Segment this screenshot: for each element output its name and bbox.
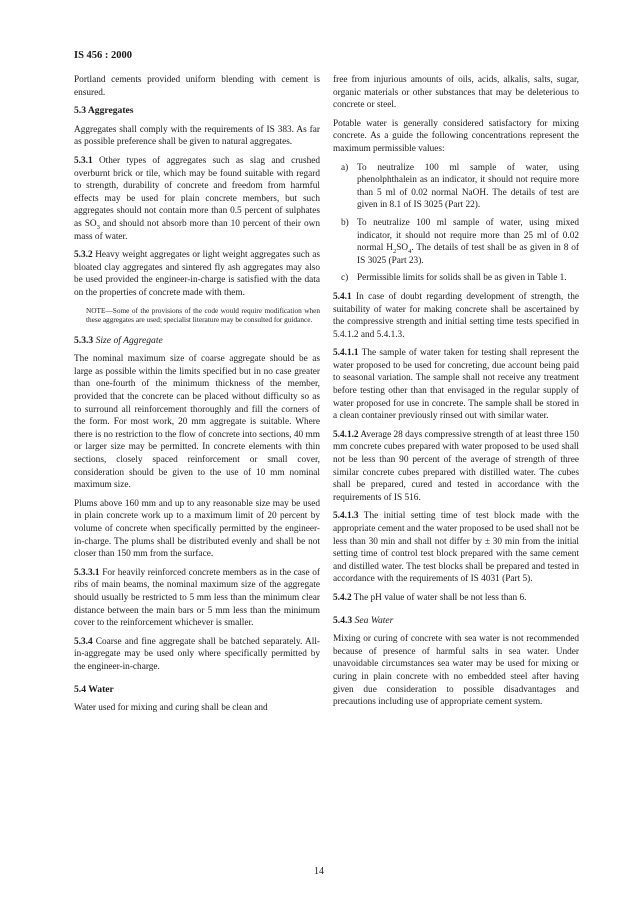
- section-title: Water: [88, 683, 114, 695]
- section-number: 5.3: [74, 105, 86, 117]
- clause-text-continued: and should not absorb more than 10 percent of their own mass of water.: [74, 218, 320, 242]
- clause-text: In case of doubt regarding development of strength, the suitability of water for making concrete shall be ascertained by the compressive strength and initial setting time tests specified in 5.4.1.2 and 5.4.1.3.: [333, 291, 579, 340]
- water-continued-paragraph: free from injurious amounts of oils, acids, alkalis, salts, sugar, organic materials or other substances that may be deleterious to concrete or steel.: [333, 75, 579, 111]
- note: [86, 306, 320, 325]
- clause-number: 5.4.2: [333, 592, 352, 603]
- clause-number: 5.3.4: [74, 636, 93, 647]
- size-paragraph-1: The nominal maximum size of coarse aggregate should be as large as possible within the limits specified but in no case greater than one-fourth of the minimum thickness of the member, provided that the concrete can be placed without difficulty so as to surround all reinforcement thoroughly and fill the corners of the form. For most work, 20 mm aggregate is suitable. Where there is no restriction to the flow of concrete into sections, 40 mm or larger size may be permitted. In concrete elements with thin sections, closely spaced reinforcement or small cover, consideration should be given to the use of 10 mm nominal maximum size.: [74, 354, 320, 491]
- clause-heading-5-4-3: [333, 615, 579, 628]
- section-title: Aggregates: [87, 105, 134, 117]
- clause-text: For heavily reinforced concrete members as in the case of ribs of main beams, the nominal maximum size of the aggregate should usually be restricted to 5 mm less than the minimum clear distance between the main bars or 5 mm less than the minimum cover to the reinforcement whichever is smaller.: [74, 567, 321, 629]
- subscript: 4: [408, 247, 412, 255]
- clause-number: 5.4.3: [333, 614, 353, 626]
- section-number: 5.4: [74, 683, 86, 695]
- clause-text: The sample of water taken for testing shall represent the water proposed to be used for concreting, due account being paid to seasonal variation. The sample shall not receive any treatment before testing other than that envisaged in the regular supply of water proposed for use in concrete. The sample shall be stored in a clean container previously rinsed out with similar water.: [333, 348, 579, 422]
- subscript: 2: [392, 247, 397, 255]
- list-text: To neutralize 100 ml sample of water, using mixed indicator, it should not require more than 25 ml of 0.02 normal H: [357, 217, 579, 254]
- clause-5-4-1-1: [333, 347, 579, 423]
- clause-number: 5.4.1.2: [333, 429, 359, 440]
- page-number: 14: [314, 866, 324, 877]
- clause-5-3-4: [74, 636, 320, 674]
- note-text: —Some of the provisions of the code would require modification when these aggregates are used; specialist literature may be consulted for guidance.: [86, 305, 320, 325]
- clause-number: 5.3.2: [74, 250, 93, 261]
- list-label: c): [341, 273, 349, 284]
- subscript: 3: [96, 223, 100, 231]
- size-paragraph-2: Plums above 160 mm and up to any reasonable size may be used in plain concrete work up to a maximum limit of 20 percent by volume of concrete when specifically permitted by the engineer-in-charge. The plums shall be distributed evenly and shall be not closer than 150 mm from the surface.: [74, 498, 320, 560]
- clause-5-4-1: [333, 291, 579, 341]
- note-label: NOTE: [86, 305, 106, 315]
- clause-number: 5.4.1.1: [333, 348, 359, 359]
- clause-text: Average 28 days compressive strength of at least three 150 mm concrete cubes prepared with water proposed to be used shall not be less than 90 percent of the average of strength of three similar concrete cubes prepared with distilled water. The cubes shall be prepared, cured and tested in accordance with the requirements of IS 516.: [333, 429, 579, 503]
- right-column: [333, 74, 579, 715]
- list-text-end: . The details of test shall be as given in 8 of IS 3025 (Part 23).: [357, 243, 579, 266]
- clause-text: Coarse and fine aggregate shall be batched separately. All-in-aggregate may be used only where specifically permitted by the engineer-in-charge.: [74, 636, 320, 672]
- clause-5-3-1: [74, 155, 320, 243]
- list-text: To neutralize 100 ml sample of water, using phenolphthalein as an indicator, it should not require more than 5 ml of 0.02 normal NaOH. The details of test are given in 8.1 of IS 3025 (Part 22).: [357, 162, 579, 211]
- water-paragraph: Water used for mixing and curing shall be clean and: [74, 703, 268, 714]
- clause-title: Sea Water: [354, 614, 394, 626]
- clause-number: 5.4.1.3: [333, 511, 359, 522]
- list-text-continued: SO: [396, 243, 409, 254]
- clause-title: Size of Aggregate: [95, 334, 163, 346]
- clause-5-3-2: [74, 249, 320, 299]
- standard-code-header: IS 456 : 2000: [74, 50, 133, 61]
- list-label: b): [341, 217, 349, 228]
- clause-number: 5.3.1: [74, 155, 93, 166]
- clause-heading-5-3-3: [74, 335, 320, 348]
- left-column: [74, 74, 320, 721]
- list-item: [333, 162, 579, 212]
- clause-text: Other types of aggregates such as slag and crushed overburnt brick or tile, which may be found suitable with regard to strength, durability of concrete and freedom from harmful effects may be used for plain concrete members, but such aggregates should not contain more than 0.5 percent of sulphates as SO: [74, 155, 320, 229]
- list-item: [333, 272, 579, 285]
- potable-water-paragraph: Potable water is generally considered satisfactory for mixing concrete. As a guide the following concentrations represent the maximum permissible values:: [333, 118, 579, 154]
- list-text: Permissible limits for solids shall be as given in Table 1.: [357, 273, 567, 284]
- clause-number: 5.3.3: [74, 334, 94, 346]
- clause-text: The pH value of water shall be not less than 6.: [353, 592, 527, 603]
- section-heading-water: [74, 684, 320, 697]
- clause-5-4-1-2: [333, 429, 579, 505]
- clause-5-4-2: [333, 592, 579, 605]
- list-label: a): [341, 162, 349, 173]
- clause-5-4-1-3: [333, 510, 579, 586]
- intro-paragraph: Portland cements provided uniform blending with cement is ensured.: [74, 75, 320, 98]
- aggregates-paragraph: Aggregates shall comply with the requirements of IS 383. As far as possible preference shall be given to natural aggregates.: [74, 124, 320, 148]
- clause-number: 5.3.3.1: [74, 567, 100, 578]
- clause-text: The initial setting time of test block made with the appropriate cement and the water proposed to be used shall not be less than 30 min and shall not differ by ± 30 min from the initial setting time of control test block prepared with the same cement and distilled water. The test blocks shall be prepared and tested in accordance with the requirements of IS 4031 (Part 5).: [333, 511, 579, 585]
- list-item: [333, 217, 579, 267]
- limits-list: [333, 162, 579, 285]
- clause-number: 5.4.1: [333, 291, 352, 302]
- sea-water-paragraph: Mixing or curing of concrete with sea water is not recommended because of presence of harmful salts in sea water. Under unavoidable circumstances sea water may be used for mixing or curing in plain concrete with no embedded steel after having given due consideration to possible disadvantages and precautions including use of appropriate cement system.: [333, 634, 579, 708]
- clause-5-3-3-1: [74, 567, 320, 630]
- clause-text: Heavy weight aggregates or light weight aggregates such as bloated clay aggregates and sintered fly ash aggregates may also be used provided the engineer-in-charge is satisfied with the data on the properties of concrete made with them.: [74, 250, 320, 298]
- section-heading-aggregates: [74, 105, 320, 118]
